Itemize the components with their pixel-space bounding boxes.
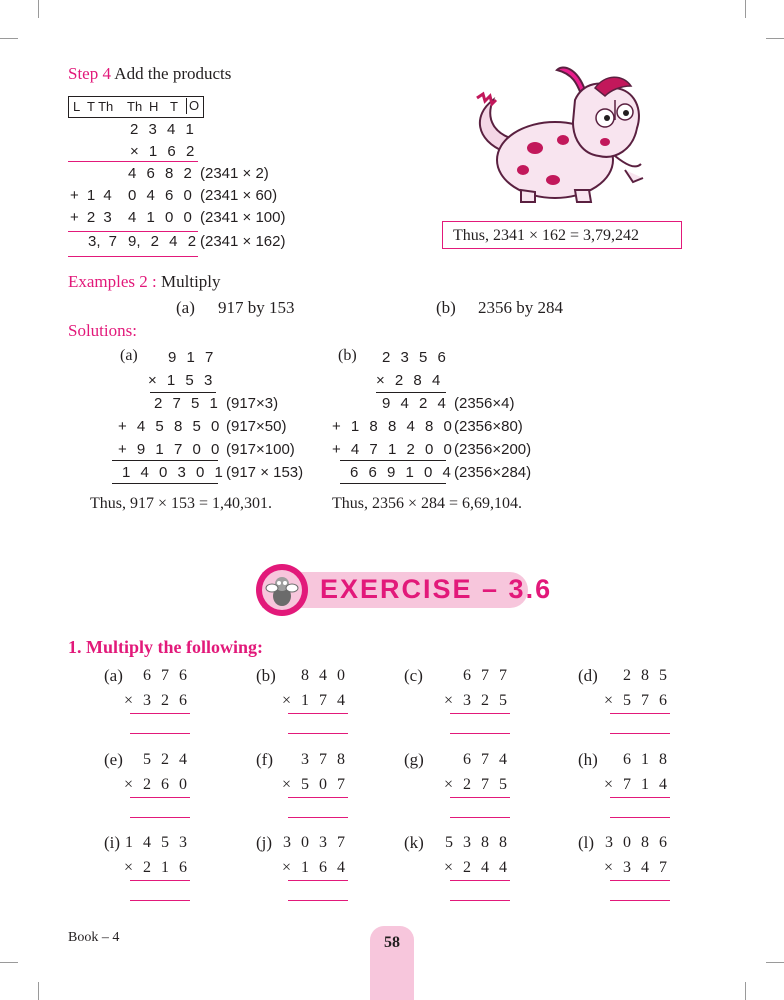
- exercise-item-multiplicand: 6 7 7: [463, 667, 510, 684]
- solution-b-line-2: × 2 8 4: [376, 372, 441, 389]
- place-label-o: O: [186, 98, 203, 114]
- solution-b-note-2: (2356×80): [454, 418, 523, 435]
- answer-line: [610, 797, 670, 798]
- solution-b-note-3: (2356×200): [454, 441, 532, 458]
- answer-line: [450, 713, 510, 714]
- divider-line: [376, 392, 446, 393]
- answer-line: [130, 880, 190, 881]
- final-product: 9, 2 4 2: [128, 233, 197, 250]
- answer-line: [130, 713, 190, 714]
- exercise-item-label: (c): [404, 666, 423, 685]
- partial-prefix-3: + 2 3: [70, 209, 112, 226]
- solution-b-result: Thus, 2356 × 284 = 6,69,104.: [332, 495, 523, 512]
- example-b-text: 2356 by 284: [478, 298, 563, 317]
- examples-heading: [68, 272, 221, 292]
- dragon-illustration: [465, 60, 665, 210]
- exercise-item-label: (i): [104, 833, 121, 852]
- answer-line: [610, 900, 670, 901]
- crop-mark: [766, 962, 784, 963]
- answer-line: [610, 713, 670, 714]
- answer-line: [130, 817, 190, 818]
- exercise-item-label: (l): [578, 833, 595, 852]
- crop-mark: [0, 962, 18, 963]
- partial-product-3: 4 1 0 0: [128, 209, 192, 226]
- exercise-item-multiplicand: 1 4 5 3: [125, 834, 190, 851]
- divider-line: [112, 460, 218, 461]
- solution-a-note-2: (917×50): [226, 418, 287, 435]
- exercise-item-multiplicand: 3 0 8 6: [605, 834, 670, 851]
- divider-line: [68, 256, 198, 257]
- note-2: (2341 × 60): [200, 187, 278, 204]
- place-label-th: Th: [127, 99, 143, 114]
- step-text: Add the products: [114, 64, 232, 83]
- exercise-item-label: (g): [404, 750, 424, 769]
- solution-a-line-1: 9 1 7: [168, 349, 214, 366]
- exercise-item-multiplicand: 6 7 4: [463, 751, 510, 768]
- note-4: (2341 × 162): [200, 233, 286, 250]
- question-1-heading: 1. Multiply the following:: [68, 637, 264, 657]
- answer-line: [288, 713, 348, 714]
- solution-a-line-2: × 1 5 3: [148, 372, 213, 389]
- divider-line: [68, 231, 198, 232]
- crop-mark: [745, 0, 746, 18]
- answer-line: [610, 733, 670, 734]
- crop-mark: [745, 982, 746, 1000]
- example-a-text: 917 by 153: [218, 298, 295, 317]
- exercise-item-multiplier: × 3 2 6: [123, 692, 190, 709]
- place-label-h: H: [149, 99, 159, 114]
- exercise-item-multiplicand: 6 7 6: [143, 667, 190, 684]
- solution-a-label: (a): [120, 347, 138, 364]
- solution-a-line-5: + 9 1 7 0 0: [118, 441, 220, 458]
- partial-product-1: 4 6 8 2: [128, 165, 192, 182]
- solution-b-note-4: (2356×284): [454, 464, 532, 481]
- exercise-item-multiplicand: 3 7 8: [301, 751, 348, 768]
- answer-line: [288, 817, 348, 818]
- crop-mark: [0, 38, 18, 39]
- exercise-item-label: (b): [256, 666, 276, 685]
- exercise-item-multiplicand: 6 1 8: [623, 751, 670, 768]
- final-prefix: 3, 7: [88, 233, 118, 250]
- book-label: Book – 4: [68, 930, 120, 945]
- exercise-item-label: (a): [104, 666, 123, 685]
- answer-line: [450, 880, 510, 881]
- examples-instruction: Multiply: [161, 272, 221, 291]
- solution-b-line-4: + 1 8 8 4 8 0: [332, 418, 452, 435]
- solution-a-note-1: (917×3): [226, 395, 279, 412]
- exercise-item-label: (j): [256, 833, 273, 852]
- crop-mark: [38, 982, 39, 1000]
- note-1: (2341 × 2): [200, 165, 269, 182]
- page-number: 58: [384, 934, 400, 951]
- divider-line: [150, 392, 216, 393]
- place-value-header: [68, 96, 204, 118]
- answer-line: [450, 900, 510, 901]
- answer-line: [288, 880, 348, 881]
- exercise-item-multiplicand: 2 8 5: [623, 667, 670, 684]
- exercise-item-label: (d): [578, 666, 598, 685]
- exercise-item-multiplier: × 1 6 4: [281, 859, 348, 876]
- exercise-title: EXERCISE – 3.6: [320, 574, 553, 604]
- solutions-heading: Solutions:: [68, 321, 137, 340]
- solution-b-line-6: 6 6 9 1 0 4: [350, 464, 451, 481]
- result-box: Thus, 2341 × 162 = 3,79,242: [442, 221, 682, 249]
- exercise-item-label: (h): [578, 750, 598, 769]
- examples-title: Examples 2 :: [68, 272, 157, 291]
- solution-b-note-1: (2356×4): [454, 395, 515, 412]
- step-label: Step 4: [68, 64, 111, 83]
- exercise-item-multiplier: × 2 4 4: [443, 859, 510, 876]
- exercise-item-label: (e): [104, 750, 123, 769]
- solution-a-line-3: 2 7 5 1: [154, 395, 218, 412]
- exercise-item-multiplier: × 5 0 7: [281, 776, 348, 793]
- divider-line: [112, 483, 218, 484]
- exercise-item-multiplicand: 8 4 0: [301, 667, 348, 684]
- divider-line: [340, 483, 446, 484]
- partial-prefix-2: + 1 4: [70, 187, 112, 204]
- solution-a-line-6: 1 4 0 3 0 1: [122, 464, 223, 481]
- answer-line: [130, 900, 190, 901]
- place-label-tth: T Th: [87, 99, 114, 114]
- exercise-item-multiplicand: 3 0 3 7: [283, 834, 348, 851]
- exercise-item-multiplier: × 5 7 6: [603, 692, 670, 709]
- answer-line: [130, 733, 190, 734]
- answer-line: [288, 733, 348, 734]
- multiplier: × 1 6 2: [130, 143, 195, 160]
- exercise-item-multiplicand: 5 2 4: [143, 751, 190, 768]
- exercise-item-multiplier: × 7 1 4: [603, 776, 670, 793]
- crop-mark: [38, 0, 39, 18]
- example-a-label: (a): [176, 298, 195, 317]
- answer-line: [288, 797, 348, 798]
- exercise-item-multiplier: × 3 2 5: [443, 692, 510, 709]
- exercise-item-multiplier: × 1 7 4: [281, 692, 348, 709]
- step-heading: [68, 64, 231, 84]
- exercise-item-multiplicand: 5 3 8 8: [445, 834, 510, 851]
- answer-line: [450, 797, 510, 798]
- bug-mascot-icon: [254, 562, 310, 618]
- solution-b-line-5: + 4 7 1 2 0 0: [332, 441, 452, 458]
- exercise-item-multiplier: × 2 6 0: [123, 776, 190, 793]
- exercise-item-label: (f): [256, 750, 273, 769]
- note-3: (2341 × 100): [200, 209, 286, 226]
- exercise-item-multiplier: × 3 4 7: [603, 859, 670, 876]
- answer-line: [450, 817, 510, 818]
- exercise-item-multiplier: × 2 1 6: [123, 859, 190, 876]
- solution-a-note-3: (917×100): [226, 441, 295, 458]
- solution-a-line-4: + 4 5 8 5 0: [118, 418, 220, 435]
- answer-line: [130, 797, 190, 798]
- multiplicand: 2 3 4 1: [130, 121, 194, 138]
- answer-line: [450, 733, 510, 734]
- solution-b-label: (b): [338, 347, 357, 364]
- solution-b-line-3: 9 4 2 4: [382, 395, 446, 412]
- answer-line: [610, 880, 670, 881]
- answer-line: [288, 900, 348, 901]
- answer-line: [610, 817, 670, 818]
- divider-line: [68, 161, 198, 162]
- crop-mark: [766, 38, 784, 39]
- divider-line: [340, 460, 446, 461]
- solution-a-result: Thus, 917 × 153 = 1,40,301.: [90, 495, 273, 512]
- exercise-item-multiplier: × 2 7 5: [443, 776, 510, 793]
- place-label-t: T: [170, 99, 178, 114]
- solution-a-note-4: (917 × 153): [226, 464, 304, 481]
- exercise-item-label: (k): [404, 833, 424, 852]
- example-b-label: (b): [436, 298, 456, 317]
- partial-product-2: 0 4 6 0: [128, 187, 192, 204]
- solution-b-line-1: 2 3 5 6: [382, 349, 446, 366]
- place-label-l: L: [73, 99, 81, 114]
